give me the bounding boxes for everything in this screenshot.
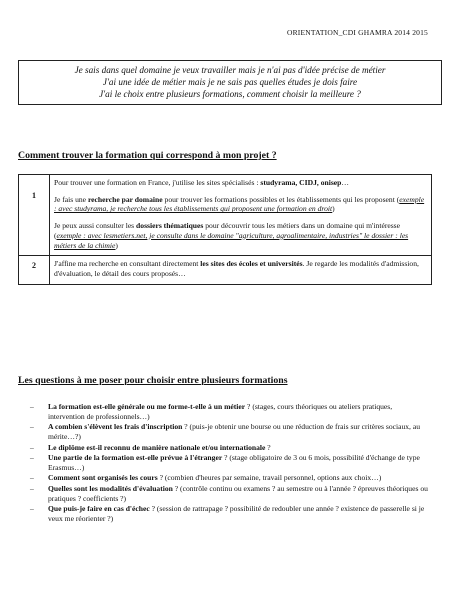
intro-line: J'ai le choix entre plusieurs formations, comment choisir la meilleure ? [99, 88, 361, 99]
bullet-dash: – [30, 473, 34, 483]
question-text: A combien s'élèvent les frais d'inscription [48, 422, 183, 432]
section-heading-questions: Les questions à me poser pour choisir entre plusieurs formations [18, 375, 288, 386]
question-text: Comment sont organisés les cours [48, 473, 158, 483]
text-run-bold: les sites des écoles et universités [200, 259, 303, 269]
section-heading-find-training: Comment trouver la formation qui correspond à mon projet ? [18, 150, 277, 161]
text-run: Pour trouver une formation en France, j'utilise les sites spécialisés : [54, 178, 261, 187]
step-content [50, 256, 432, 284]
text-run: ) [115, 240, 118, 250]
bullet-dash: – [30, 402, 34, 411]
question-text: Quelles sont les modalités d'évaluation [48, 484, 173, 494]
document-header: ORIENTATION_CDI GHAMRA 2014 2015 [286, 28, 428, 37]
bullet-dash: – [30, 422, 34, 432]
bullet-dash: – [30, 453, 34, 463]
text-run: pour découvrir tous les métiers dans un domaine qui m'intéresse ( [54, 221, 400, 240]
question-text: Le diplôme est-il reconnu de manière nationale et/ou internationale [48, 442, 266, 452]
question-text: Que puis-je faire en cas d'échec [48, 504, 150, 514]
text-run: Je fais une [54, 194, 88, 204]
step-paragraph [54, 221, 427, 250]
list-item [18, 422, 430, 441]
text-run: … [341, 178, 349, 187]
table-row [19, 256, 432, 284]
text-run-bold: recherche par domaine [87, 194, 163, 204]
text-run: . Je regarde les modalités d'admission, d'évaluation, le détail des cours proposés… [54, 259, 419, 279]
questions-list [18, 402, 430, 525]
list-item [18, 484, 430, 503]
text-run: J'affine ma recherche en consultant directement [54, 259, 201, 269]
list-item [18, 443, 430, 453]
question-text: Une partie de la formation est-elle prévue à l'étranger [48, 453, 223, 463]
text-run: Je peux aussi consulter les [54, 221, 137, 231]
step-paragraph [54, 195, 427, 214]
list-item [18, 473, 430, 483]
table-row [19, 175, 432, 256]
question-detail: ? [265, 442, 271, 452]
bullet-dash: – [30, 442, 34, 452]
example-text: exemple : avec lesmetiers.net, je consulte dans le domaine "agriculture, agroalimentaire, industries" le dossier : les métiers de la chimie [54, 230, 409, 250]
step-number: 2 [19, 256, 50, 284]
steps-table [18, 174, 432, 285]
question-detail: ? (session de rattrapage ? possibilité de redoubler une année ? existence de passerelle si je veux me réorienter ?) [48, 504, 425, 524]
text-run: ) [332, 204, 335, 214]
intro-line: Je sais dans quel domaine je veux travailler mais je n'ai pas d'idée précise de métier [74, 65, 386, 75]
example-text: exemple : avec studyrama, je recherche tous les établissements qui proposent une formation en droit [54, 194, 425, 214]
list-item [18, 504, 430, 523]
question-detail: ? (stage obligatoire de 3 ou 6 mois, possibilité d'échange de type Erasmus…) [48, 453, 420, 472]
text-run-bold: studyrama, CIDJ, onisep [260, 178, 342, 187]
intro-line: J'ai une idée de métier mais je ne sais pas quelles études je dois faire [102, 76, 358, 87]
step-paragraph [54, 259, 427, 278]
step-content [50, 175, 432, 256]
text-run-bold: dossiers thématiques [136, 221, 204, 231]
question-detail: ? (puis-je obtenir une bourse ou une réduction de frais sur critères sociaux, au mérite…?) [48, 422, 421, 441]
bullet-dash: – [30, 504, 34, 514]
text-run: pour trouver les formations possibles et les établissements qui les proposent ( [162, 194, 400, 204]
question-detail: ? (contrôle continu ou examens ? au semestre ou à l'année ? épreuves théoriques ou pratiques ? coefficients ?) [48, 484, 428, 503]
intro-box [18, 60, 442, 105]
list-item [18, 402, 430, 421]
question-detail: ? (stages, cours théoriques ou ateliers pratiques, intervention de professionnels…) [48, 402, 393, 421]
step-number: 1 [19, 175, 50, 256]
bullet-dash: – [30, 484, 34, 494]
question-text: La formation est-elle générale ou me forme-t-elle à un métier [48, 402, 246, 411]
step-paragraph [54, 178, 427, 188]
question-detail: ? (combien d'heures par semaine, travail personnel, options aux choix…) [157, 473, 382, 483]
list-item [18, 453, 430, 472]
